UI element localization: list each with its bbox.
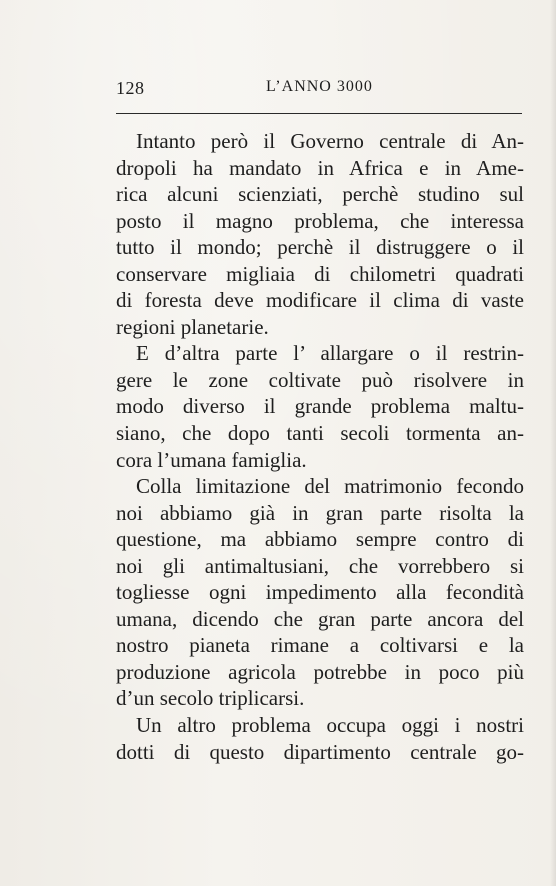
text-line: d’un secolo triplicarsi. (116, 686, 305, 711)
text-line: noi gli antimaltusiani, che vorrebbero si (116, 553, 524, 578)
text-line: produzione agricola potrebbe in poco più (116, 659, 524, 684)
header-rule (116, 113, 522, 114)
text-line: umana, dicendo che gran parte ancora del (116, 606, 524, 631)
page-number: 128 (116, 78, 145, 98)
text-line: noi abbiamo già in gran parte risolta la (116, 500, 524, 525)
body-text (116, 128, 524, 765)
text-line: posto il magno problema, che interessa (116, 208, 524, 233)
text-line: Intanto però il Governo centrale di An- (136, 129, 524, 153)
text-line: dropoli ha mandato in Africa e in Ame- (116, 155, 524, 180)
text-line: modo diverso il grande problema maltu- (116, 394, 524, 419)
text-line: togliesse ogni impedimento alla fecondità (116, 580, 524, 605)
text-line: Un altro problema occupa oggi i nostri (136, 713, 524, 738)
text-line: conservare migliaia di chilometri quadrati (116, 261, 524, 286)
text-line: gere le zone coltivate può risolvere in (116, 367, 524, 392)
text-line: Colla limitazione del matrimonio fecondo (136, 474, 524, 499)
page-edge-shadow (550, 0, 556, 886)
text-line: dotti di questo dipartimento centrale go- (116, 739, 524, 764)
text-line: cora l’umana famiglia. (116, 447, 307, 472)
text-line: siano, che dopo tanti secoli tormenta an- (116, 421, 524, 446)
text-line: nostro pianeta rimane a coltivarsi e la (116, 633, 524, 658)
text-line: regioni planetarie. (116, 314, 269, 339)
running-title: L’ANNO 3000 (266, 78, 373, 95)
text-line: E d’altra parte l’ allargare o il restrin- (136, 341, 524, 366)
text-line: tutto il mondo; perchè il distruggere o il (116, 235, 524, 260)
text-line: rica alcuni scienziati, perchè studino sul (116, 182, 524, 207)
text-line: di foresta deve modificare il clima di vaste (116, 288, 524, 313)
text-line: questione, ma abbiamo sempre contro di (116, 527, 524, 552)
page-header (116, 78, 522, 108)
